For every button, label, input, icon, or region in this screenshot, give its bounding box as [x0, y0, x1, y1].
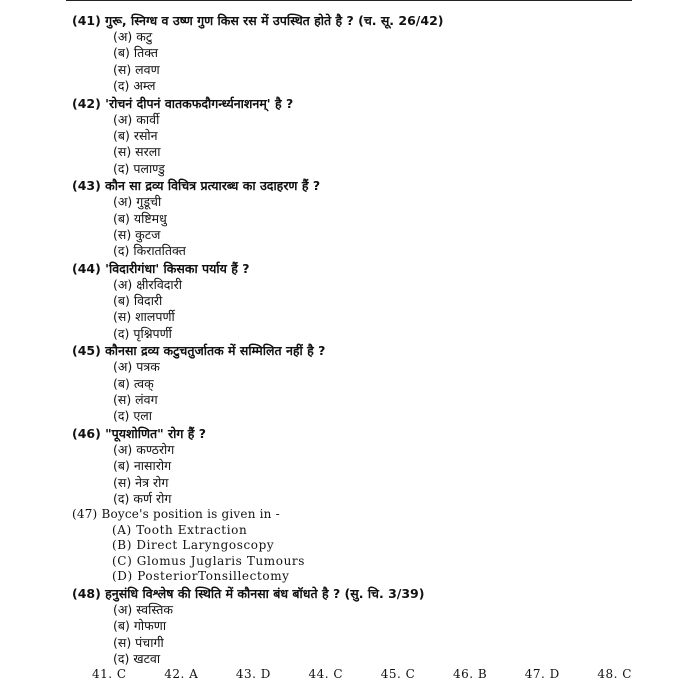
question-43: [72, 177, 642, 260]
option: (स) पंचागी: [113, 634, 164, 650]
top-divider: [66, 0, 632, 1]
question-46: [72, 425, 642, 508]
question-48: [72, 585, 642, 668]
question-text: (43) कौन सा द्रव्य विचित्र प्रत्यारब्ध का उदाहरण हैं ?: [72, 178, 321, 194]
answer-item: 45. C: [380, 667, 416, 681]
answer-item: 46. B: [452, 667, 488, 681]
option: (स) शालपर्णी: [113, 309, 175, 325]
option: (C) Glomus Juglaris Tumours: [112, 553, 306, 568]
question-41: [72, 12, 642, 95]
answer-item: 44. C: [308, 667, 344, 681]
option: (ब) विदारी: [113, 293, 163, 309]
question-47: [72, 507, 642, 585]
question-44: [72, 260, 642, 343]
question-45: [72, 342, 642, 425]
answer-item: 47. D: [524, 667, 560, 681]
option: (द) एला: [113, 408, 152, 424]
question-text: (45) कौनसा द्रव्य कटुचतुर्जातक में सम्मिलित नहीं है ?: [72, 343, 326, 359]
answer-item: 43. D: [235, 667, 271, 681]
option: (द) अम्ल: [113, 78, 156, 94]
option: (द) पृश्निपर्णी: [113, 325, 172, 341]
question-text: (44) 'विदारीगंधा' किसका पर्याय हैं ?: [72, 260, 250, 276]
option: (द) खटवा: [113, 651, 161, 667]
option: (D) PosteriorTonsillectomy: [112, 569, 290, 584]
option: (अ) गुडूची: [113, 194, 162, 210]
option: (अ) कार्वी: [113, 111, 160, 127]
option: (ब) यष्टिमधु: [113, 210, 167, 226]
question-text: (47) Boyce's position is given in -: [72, 507, 280, 522]
option: (स) नेत्र रोग: [113, 474, 169, 490]
answer-key: [92, 667, 632, 683]
question-text: (41) गुरू, स्निग्ध व उष्ण गुण किस रस में उपस्थित होते है ? (च. सू. 26/42): [72, 13, 444, 28]
option: (द) कर्ण रोग: [113, 490, 172, 506]
option: (अ) स्वस्तिक: [113, 601, 173, 617]
option: (अ) कण्ठरोग: [113, 441, 175, 457]
answer-item: 48. C: [597, 667, 632, 681]
option: (अ) कटु: [113, 29, 153, 44]
option: (ब) रसोन: [113, 127, 158, 143]
answer-item: 42. A: [164, 667, 199, 681]
option: (स) लंवग: [113, 392, 158, 408]
question-42: [72, 95, 642, 178]
question-text: (48) हनुसंधि विश्लेष की स्थिति में कौनसा बंध बॉधते है ? (सु. चि. 3/39): [72, 585, 425, 601]
option: (अ) क्षीरविदारी: [113, 276, 183, 292]
answer-item: 41. C: [92, 667, 127, 681]
question-text: (46) "पूयशोणित" रोग हैं ?: [72, 425, 207, 441]
option: (अ) पत्रक: [113, 359, 160, 375]
option: (स) कुटज: [113, 226, 161, 242]
option: (ब) गोफणा: [113, 618, 167, 634]
option: (स) लवण: [113, 61, 160, 77]
question-text: (42) 'रोचनं दीपनं वातकफदौगर्न्ध्यनाशनम्' है ?: [72, 95, 294, 111]
option: (द) किराततिक्त: [113, 243, 186, 259]
option: (ब) तिक्त: [113, 45, 159, 61]
option: (द) पलाण्डु: [113, 160, 165, 176]
option: (ब) त्वक्: [113, 375, 154, 391]
option: (A) Tooth Extraction: [112, 522, 248, 537]
option: (ब) नासारोग: [113, 458, 172, 474]
option: (B) Direct Laryngoscopy: [112, 538, 275, 553]
option: (स) सरला: [113, 144, 161, 160]
question-list: [72, 12, 642, 667]
